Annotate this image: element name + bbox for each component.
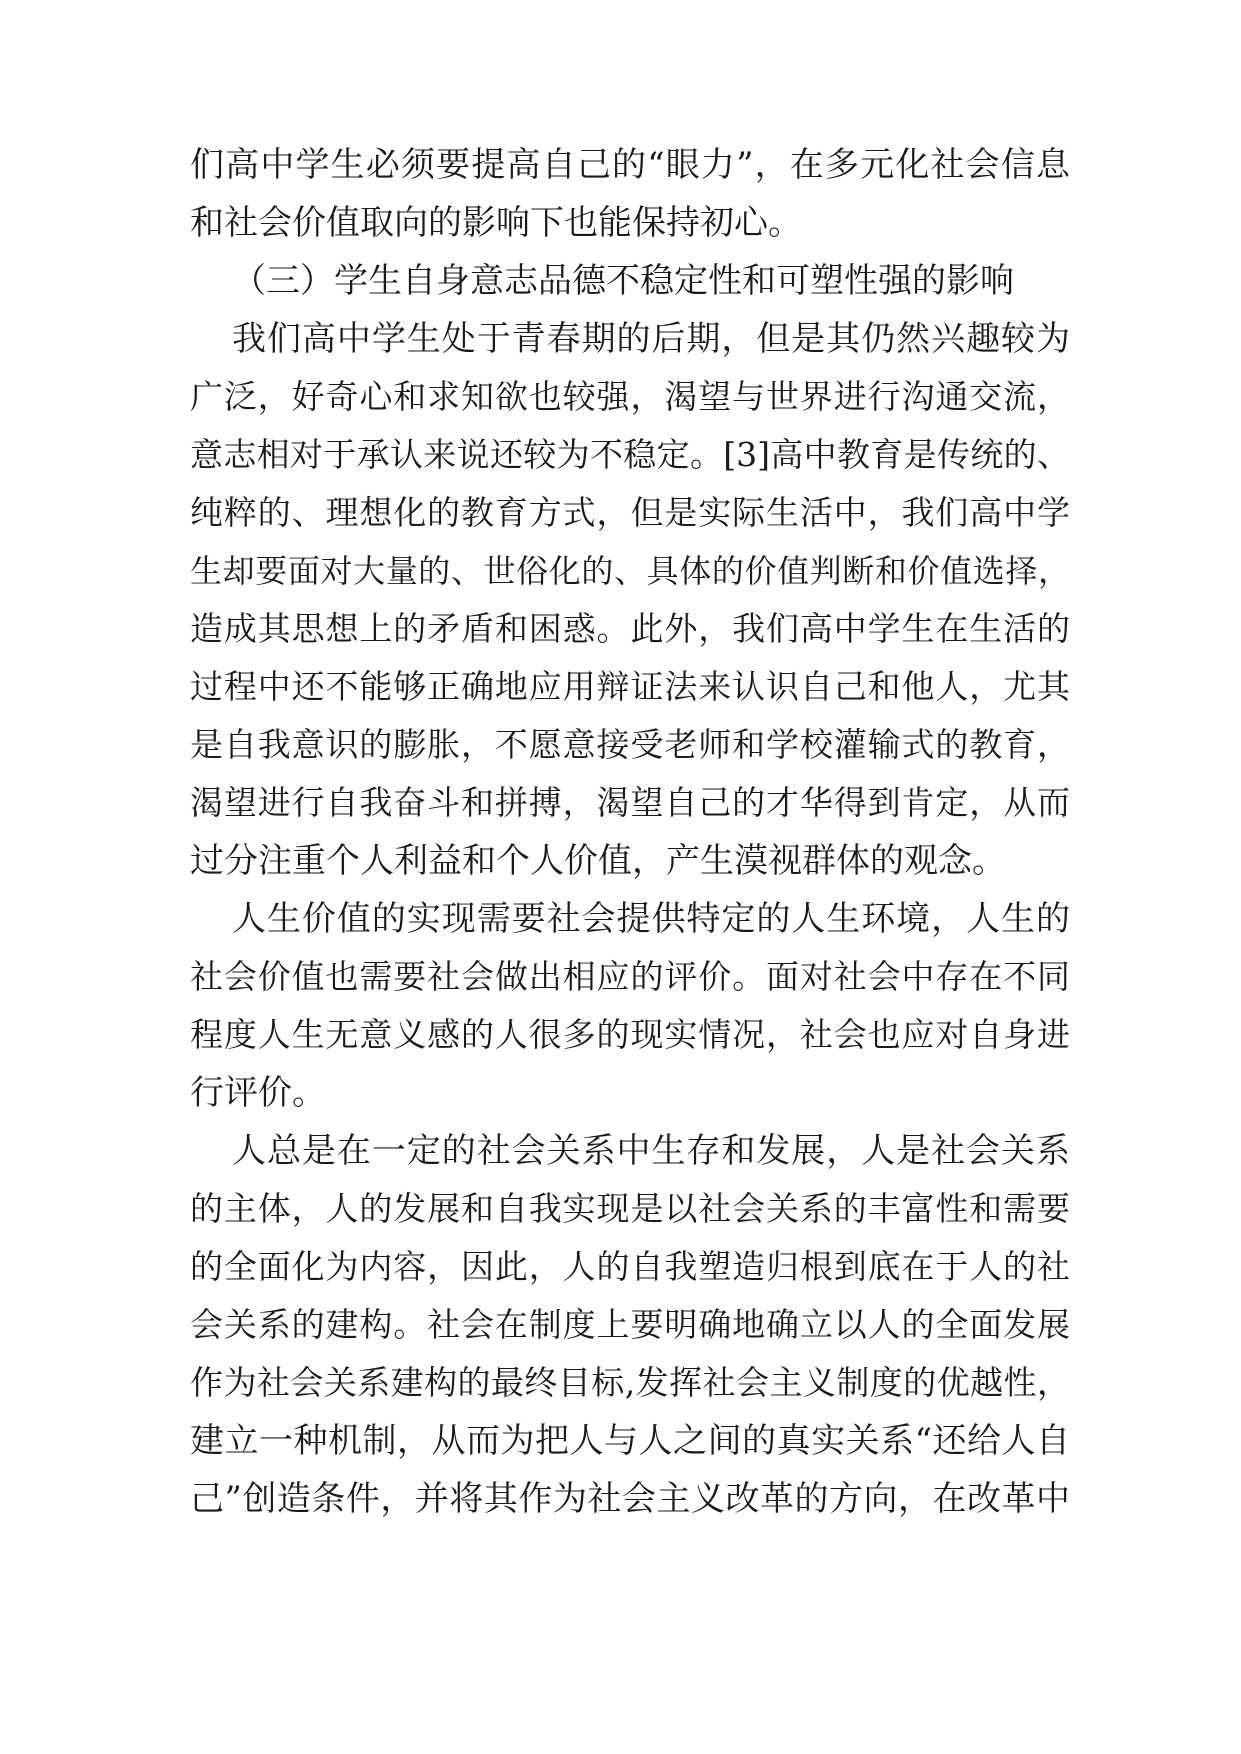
- text-line: 过分注重个人利益和个人价值，产生漠视群体的观念。: [190, 841, 1006, 881]
- section-heading: （三）学生自身意志品德不稳定性和可塑性强的影响: [232, 261, 1014, 301]
- text-line: 作为社会关系建构的最终目标,发挥社会主义制度的优越性，: [190, 1363, 1070, 1402]
- text-line: 们高中学生必须要提高自己的“眼力”，在多元化社会信息: [190, 145, 1070, 185]
- text-line: 广泛，好奇心和求知欲也较强，渴望与世界进行沟通交流，: [190, 377, 1070, 416]
- text-line: 社会价值也需要社会做出相应的评价。面对社会中存在不同: [190, 957, 1070, 996]
- text-line: 的主体，人的发展和自我实现是以社会关系的丰富性和需要: [190, 1189, 1070, 1228]
- text-line: 和社会价值取向的影响下也能保持初心。: [190, 203, 802, 243]
- text-line: 是自我意识的膨胀，不愿意接受老师和学校灌输式的教育，: [190, 725, 1070, 764]
- text-line: 意志相对于承认来说还较为不稳定。[3]高中教育是传统的、: [190, 435, 1070, 474]
- text-line: 己”创造条件，并将其作为社会主义改革的方向，在改革中: [190, 1479, 1070, 1519]
- text-line: 人总是在一定的社会关系中生存和发展，人是社会关系: [232, 1131, 1070, 1171]
- text-line: 行评价。: [190, 1073, 326, 1113]
- text-line: 纯粹的、理想化的教育方式，但是实际生活中，我们高中学: [190, 493, 1070, 532]
- text-line: 人生价值的实现需要社会提供特定的人生环境，人生的: [232, 899, 1070, 939]
- text-line: 生却要面对大量的、世俗化的、具体的价值判断和价值选择，: [190, 552, 1070, 590]
- text-line: 过程中还不能够正确地应用辩证法来认识自己和他人，尤其: [190, 667, 1070, 706]
- text-line: 会关系的建构。社会在制度上要明确地确立以人的全面发展: [190, 1305, 1070, 1344]
- text-line: 的全面化为内容，因此，人的自我塑造归根到底在于人的社: [190, 1247, 1070, 1286]
- text-line: 程度人生无意义感的人很多的现实情况，社会也应对自身进: [190, 1015, 1070, 1054]
- text-line: 渴望进行自我奋斗和拼搏，渴望自己的才华得到肯定，从而: [190, 783, 1070, 822]
- text-line: 建立一种机制，从而为把人与人之间的真实关系“还给人自: [190, 1421, 1070, 1461]
- text-line: 我们高中学生处于青春期的后期，但是其仍然兴趣较为: [232, 319, 1070, 359]
- text-line: 造成其思想上的矛盾和困惑。此外，我们高中学生在生活的: [190, 609, 1070, 648]
